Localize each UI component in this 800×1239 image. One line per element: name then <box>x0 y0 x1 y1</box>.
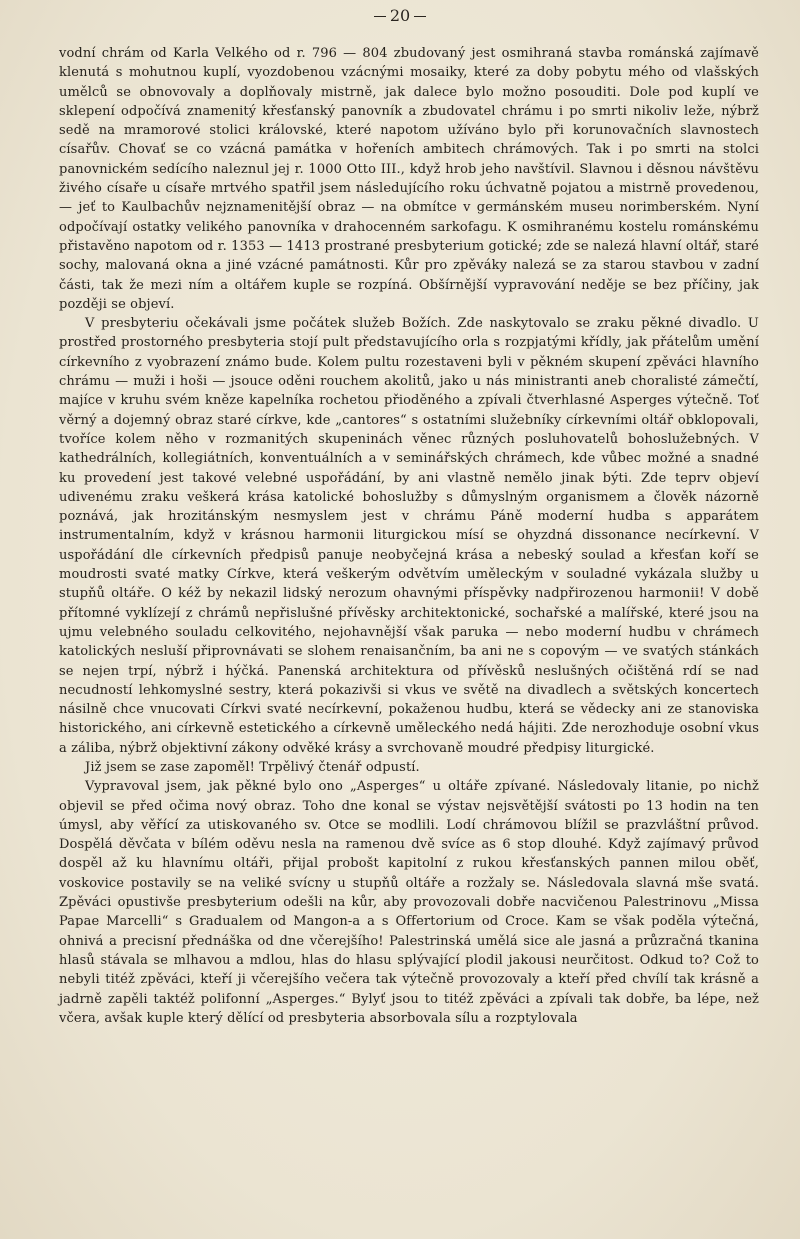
header-dash-left <box>374 16 386 17</box>
body-text <box>59 44 759 1028</box>
header-dash-right <box>414 16 426 17</box>
page-header <box>0 6 800 25</box>
paragraph: Vypravoval jsem, jak pěkné bylo ono „Asperges“ u oltáře zpívané. Následovaly litanie, po nichž objevil se před očima nový obraz. Toho dne konal se výstav nejsvětější svátosti po 13 hodin na ten úmysl, aby věřící za utiskovaného sv. Otce se modlili. Lodí chrámovou blížil se prazvláštní průvod. Dospělá děvčata v bílém oděvu nesla na ramenou dvě svíce as 6 stop dlouhé. Když zajímavý průvod dospěl až ku hlavnímu oltáři, přijal probošt kapitolní z rukou křesťanských pannen milou oběť, voskovice postavily se na veliké svícny u stupňů oltáře a rozžaly se. Následovala slavná mše svatá. Zpěváci opustivše presbyterium odešli na kůr, aby provozovali dobře nacvičenou Palestrinovu „Missa Papae Marcelli“ s Gradualem od Mangon-a a s Offertorium od Croce. Kam se však poděla výtečná, ohnivá a precisní přednáška od dne včerejšího! Palestrinská umělá sice ale jasná a průzračná tkanina hlasů stávala se mlhavou a mdlou, hlas do hlasu splývající plodil jakousi neurčitost. Odkud to? Což to nebyli titéž zpěváci, kteří ji včerejšího večera tak výtečně provozovaly a kteří před chvílí tak krásně a jadrně zapěli taktéž polifonní „Asperges.“ Bylyť jsou to titéž zpěváci a zpívali tak dobře, ba lépe, než včera, avšak kuple který dělící od presbyteria absorbovala sílu a rozptylovala <box>59 779 759 1026</box>
page-number: 20 <box>389 6 411 25</box>
paragraph: V presbyteriu očekávali jsme počátek služeb Božích. Zde naskytovalo se zraku pěkné divadlo. U prostřed prostorného presbyteria stojí pult představujícího orla s rozpjatými křídly, jak přátelům umění církevního z vyobrazení známo bude. Kolem pultu rozestaveni byli v pěkném skupení zpěváci hlavního chrámu — muži i hoši — jsouce oděni rouchem akolitů, jako u nás ministranti aneb choralisté zámečtí, majíce v kruhu svém kněze kapelníka rochetou přioděného a zpívali čtverhlasné Asperges výtečně. Toť věrný a dojemný obraz staré církve, kde „cantores“ s ostatními služebníky církevními oltář obklopovali, tvoříce kolem něho v rozmanitých skupeninách věnec různých posluhovatelů bohoslužebných. V kathedrálních, kollegiátních, konventuálních a v seminářských chrámech, kde vůbec možné a snadné ku provedení jest takové velebné uspořádání, by ani vlastně nemělo jinak býti. Zde teprv objeví udivenému zraku veškerá krása katolické bohoslužby s důmyslným organismem a člověk názorně poznává, jak hrozitánským nesmyslem jest v chrámu Páně moderní hudba s apparátem instrumentalním, když v krásnou harmonii liturgickou mísí se ohyzdná dissonance necírkevní. V uspořádání dle církevních předpisů panuje neobyčejná krása a nebeský soulad a křesťan koří se moudrosti svaté matky Církve, která veškerým odvětvím uměleckým v souladné vykázala služby u stupňů oltáře. O kéž by nekazil lidský nerozum ohavnými příspěvky nadpřirozenou harmonii! V době přítomné vyklízejí z chrámů nepřislušné přívěsky architektonické, sochařské a malířské, které jsou na ujmu velebného souladu celkovitého, nejohavnější však paruka — nebo moderní hudbu v chrámech katolických nesluší připrovnávati se slohem renaisančním, ba ani ne s copovým — ve svatých stánkách se nejen trpí, nýbrž i hýčká. Panenská architektura od přívěsků neslušných očištěná rdí se nad necudností lehkomyslné sestry, která pokazivši si vkus ve světě na divadlech a světských koncertech násilně chce vnucovati Církvi svaté necírkevní, pokaženou hudbu, která se vědecky ani ze stanoviska historického, ani církevně estetického a církevně uměleckého nedá hájiti. Zde nerozhoduje osobní vkus a záliba, nýbrž objektivní zákony odvěké krásy a svrchovaně moudré předpisy liturgické. <box>59 316 759 756</box>
paragraph: vodní chrám od Karla Velkého od r. 796 — 804 zbudovaný jest osmihraná stavba románská zajímavě klenutá s mohutnou kuplí, vyozdobenou vzácnými mosaiky, které za doby pobytu mého od vlašských umělců se obnovovaly a doplňovaly mistrně, jak dalece bylo možno posouditi. Dole pod kuplí ve sklepení odpočívá znamenitý křesťanský panovník a zbudovatel chrámu i po smrti nikoliv leže, nýbrž sedě na mramorové stolici královské, které napotom užíváno bylo při korunovačních slavnostech císařův. Chovať se co vzácná památka v hořeních ambitech chrámových. Tak i po smrti na stolci panovnickém sedícího naleznul jej r. 1000 Otto III., když hrob jeho navštívil. Slavnou i děsnou návštěvu živého císaře u císaře mrtvého spatřil jsem následujícího roku úchvatně pojatou a mistrně provedenou, — jeť to Kaulbachův nejznamenitější obraz — na obmítce v germánském museu norimberském. Nyní odpočívají ostatky velikého panovníka v drahocenném sarkofagu. K osmihranému kostelu románskému přistavěno napotom od r. 1353 — 1413 prostrané presbyterium gotické; zde se nalezá hlavní oltář, staré sochy, malovaná okna a jiné vzácné památnosti. Kůr pro zpěváky nalezá se za starou stavbou v zadní části, tak že mezi ním a oltářem kuple se rozpíná. Obšírnější vypravování neděje se bez příčiny, jak později se objeví. <box>59 46 759 312</box>
paragraph: Již jsem se zase zapoměl! Trpělivý čtenář odpustí. <box>85 759 420 775</box>
